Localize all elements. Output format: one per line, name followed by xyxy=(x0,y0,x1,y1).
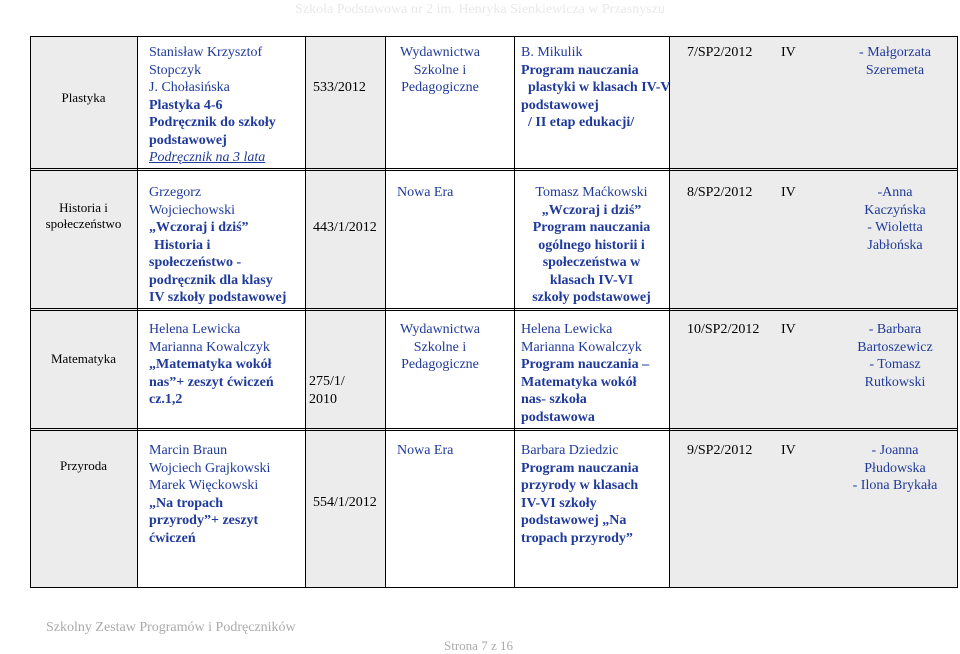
teacher-line: - Barbara xyxy=(868,322,922,337)
grid-line xyxy=(957,36,958,588)
program-line: podstawowa xyxy=(521,409,595,425)
grid-line xyxy=(30,168,958,169)
authors-cell xyxy=(149,44,303,167)
grid-line xyxy=(30,36,31,588)
author-line: J. Chołasińska xyxy=(149,80,230,95)
program-number: 10/SP2/2012 xyxy=(687,322,760,337)
textbook-note: Podręcznik na 3 lata xyxy=(149,150,266,165)
title-line: „Na tropach xyxy=(149,495,224,511)
grid-line xyxy=(385,36,386,588)
grid-line xyxy=(30,430,958,431)
approval-number: 533/2012 xyxy=(313,80,366,95)
grid-line xyxy=(30,310,958,311)
approval-number: 554/1/2012 xyxy=(313,495,377,510)
title-line: przyrody”+ zeszyt xyxy=(149,513,259,528)
publisher-cell: Nowa Era xyxy=(397,185,454,200)
class-cell: IV xyxy=(781,443,796,458)
program-line: Program nauczania xyxy=(521,62,639,78)
authors-cell xyxy=(149,184,303,307)
page-number: Strona 7 z 16 xyxy=(444,638,513,653)
approval-number-line: 275/1/ xyxy=(309,374,345,389)
teacher-line: Szeremeta xyxy=(865,62,925,78)
program-line: szkoły podstawowej xyxy=(532,290,651,305)
publisher-cell xyxy=(385,321,495,374)
program-line: / II etap edukacji/ xyxy=(528,115,635,130)
author-line: Marek Więckowski xyxy=(149,478,259,493)
program-line: plastyki w klasach IV-V xyxy=(528,80,671,95)
grid-line xyxy=(30,308,958,309)
approval-number: 443/1/2012 xyxy=(313,220,377,235)
footer-title: Szkolny Zestaw Programów i Podręczników xyxy=(46,620,296,635)
grid-line xyxy=(137,36,138,588)
teacher-cell xyxy=(840,321,950,391)
teacher-cell xyxy=(840,44,950,79)
title-line: nas”+ zeszyt ćwiczeń xyxy=(149,374,274,390)
program-cell xyxy=(521,442,671,547)
program-number-column-bg xyxy=(669,36,958,588)
teacher-line: Jabłońska xyxy=(867,237,923,253)
program-number: 8/SP2/2012 xyxy=(687,185,753,200)
approval-number-line: 2010 xyxy=(309,391,337,407)
program-line: tropach przyrody” xyxy=(521,530,633,546)
teacher-cell xyxy=(840,184,950,254)
author-line: Stopczyk xyxy=(149,62,202,78)
program-cell xyxy=(521,44,671,132)
subject-cell: Plastyka xyxy=(61,90,106,105)
teacher-line: -Anna xyxy=(877,185,913,200)
author-line: Wojciechowski xyxy=(149,202,235,218)
subject-line: Historia i xyxy=(59,200,108,215)
program-line: przyrody w klasach xyxy=(521,478,639,493)
grid-line xyxy=(514,36,515,588)
program-author: Barbara Dziedzic xyxy=(521,443,619,458)
title-line: cz.1,2 xyxy=(149,392,183,407)
grid-line xyxy=(30,587,958,588)
title-line: podręcznik dla klasy xyxy=(149,272,273,288)
teacher-line: - Joanna xyxy=(871,443,919,458)
title-line: Historia i xyxy=(154,237,211,253)
title-line: „Wczoraj i dziś” xyxy=(149,220,249,235)
author-line: Marcin Braun xyxy=(149,443,228,458)
author-line: Grzegorz xyxy=(149,185,202,200)
subject-cell: Przyroda xyxy=(60,458,107,473)
grid-line xyxy=(305,36,306,588)
teacher-line: - Wioletta xyxy=(867,220,923,235)
teacher-line: Bartoszewicz xyxy=(857,339,933,355)
program-author: Marianna Kowalczyk xyxy=(521,339,642,355)
teacher-line: - Tomasz xyxy=(869,357,921,372)
title-line: społeczeństwo - xyxy=(149,255,242,270)
program-number: 9/SP2/2012 xyxy=(687,443,753,458)
program-line: społeczeństwa w xyxy=(542,255,641,270)
subject-column-bg xyxy=(30,36,137,588)
teacher-cell xyxy=(840,442,950,495)
title-line: podstawowej xyxy=(149,132,227,148)
program-line: podstawowej xyxy=(521,97,599,113)
author-line: Helena Lewicka xyxy=(149,322,241,337)
program-line: „Wczoraj i dziś” xyxy=(541,202,642,218)
class-cell: IV xyxy=(781,322,796,337)
program-author: Tomasz Maćkowski xyxy=(535,185,648,200)
teacher-line: Rutkowski xyxy=(864,374,926,390)
title-line: ćwiczeń xyxy=(149,530,196,546)
program-author: Helena Lewicka xyxy=(521,322,613,337)
program-line: nas- szkoła xyxy=(521,392,587,407)
title-line: Podręcznik do szkoły xyxy=(149,115,276,130)
publisher-cell xyxy=(385,44,495,97)
author-line: Stanisław Krzysztof xyxy=(149,45,263,60)
subject-cell xyxy=(30,200,137,232)
program-line: Matematyka wokół xyxy=(521,374,637,390)
publisher-line: Wydawnictwa xyxy=(399,322,480,337)
page-header: Szkoła Podstawowa nr 2 im. Henryka Sienkiewicza w Przasnyszu xyxy=(0,0,960,22)
program-line: IV-VI szkoły xyxy=(521,495,597,511)
grid-line xyxy=(30,170,958,171)
author-line: Wojciech Grajkowski xyxy=(149,460,271,476)
program-line: klasach IV-VI xyxy=(549,272,634,288)
authors-cell xyxy=(149,442,303,547)
program-line: podstawowej „Na xyxy=(521,513,627,528)
program-number: 7/SP2/2012 xyxy=(687,45,753,60)
teacher-line: - Ilona Brykała xyxy=(852,478,938,493)
class-cell: IV xyxy=(781,185,796,200)
class-cell: IV xyxy=(781,45,796,60)
publisher-line: Pedagogiczne xyxy=(401,80,479,95)
program-cell xyxy=(514,184,669,307)
authors-cell xyxy=(149,321,303,409)
program-line: Program nauczania – xyxy=(521,357,650,372)
grid-line xyxy=(30,428,958,429)
publisher-line: Pedagogiczne xyxy=(401,357,479,372)
publisher-line: Szkolne i xyxy=(413,339,467,355)
publisher-line: Szkolne i xyxy=(413,62,467,78)
subject-cell: Matematyka xyxy=(51,351,116,366)
program-line: ogólnego historii i xyxy=(538,237,645,253)
publisher-line: Wydawnictwa xyxy=(399,45,480,60)
program-line: Program nauczania xyxy=(521,460,639,476)
author-line: Marianna Kowalczyk xyxy=(149,339,270,355)
title-line: Plastyka 4-6 xyxy=(149,97,223,113)
program-cell xyxy=(521,321,671,426)
title-line: „Matematyka wokół xyxy=(149,357,272,372)
teacher-line: - Małgorzata xyxy=(859,45,931,60)
approval-number xyxy=(309,373,345,408)
publisher-cell: Nowa Era xyxy=(397,443,454,458)
title-line: IV szkoły podstawowej xyxy=(149,290,287,305)
teacher-line: Kaczyńska xyxy=(864,202,926,218)
program-author: B. Mikulik xyxy=(521,45,583,60)
program-line: Program nauczania xyxy=(532,220,651,235)
subject-line: społeczeństwo xyxy=(45,216,122,231)
grid-line xyxy=(30,36,958,37)
teacher-line: Płudowska xyxy=(864,460,926,476)
